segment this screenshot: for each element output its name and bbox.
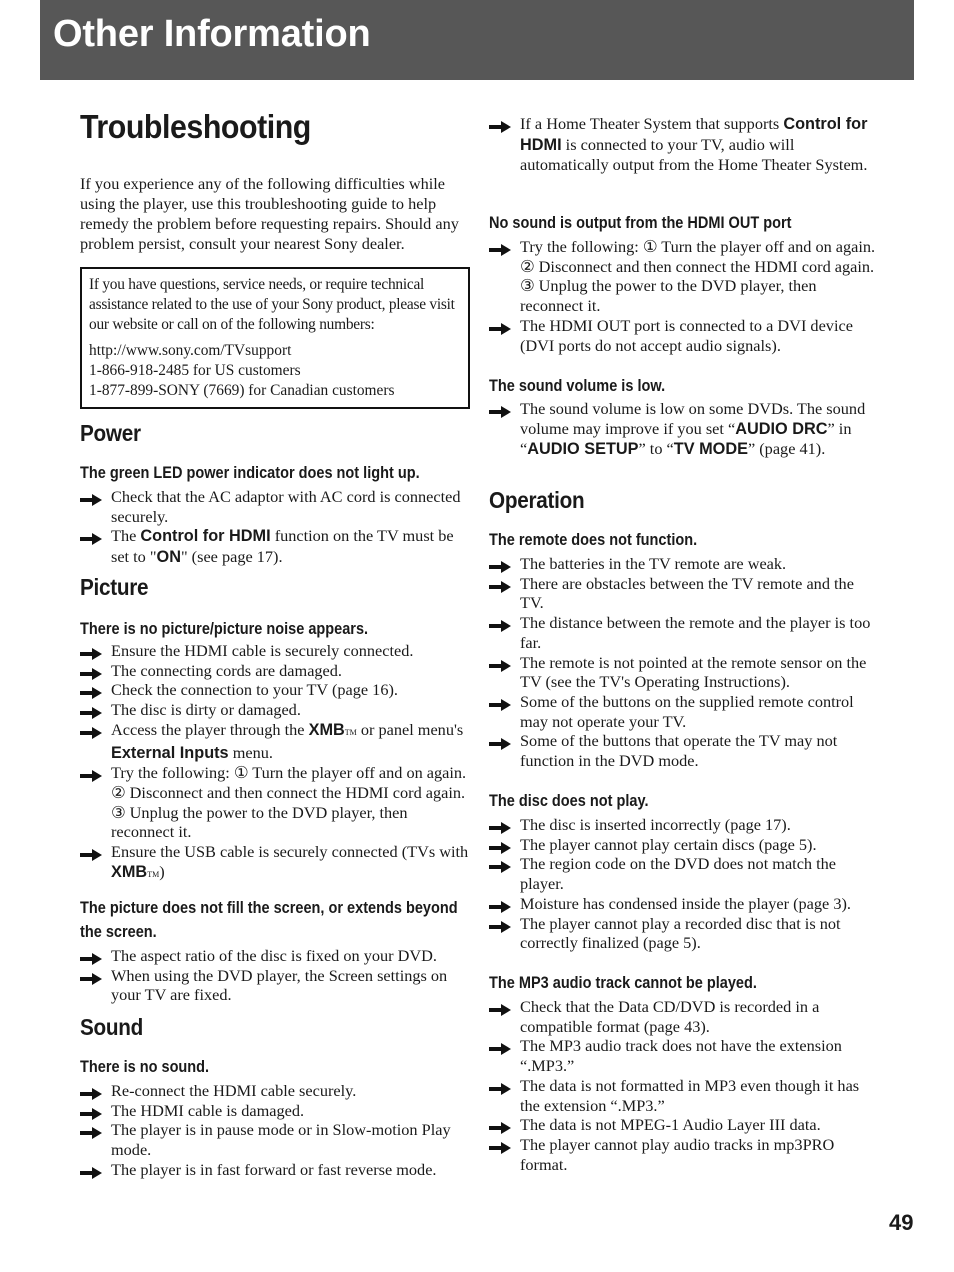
- solution-list: [489, 997, 879, 1174]
- arrow-icon: [489, 918, 511, 930]
- solution-text: The HDMI OUT port is connected to a DVI device (DVI ports do not accept audio signals).: [520, 315, 853, 355]
- solution-list: [80, 946, 472, 1005]
- solution-text: Moisture has condensed inside the player (page 3).: [520, 893, 851, 913]
- solution-text: The data is not MPEG-1 Audio Layer III data.: [520, 1115, 821, 1135]
- section-heading-picture: Picture: [80, 574, 149, 600]
- support-url[interactable]: http://www.sony.com/TVsupport: [89, 342, 292, 359]
- problem-heading: The disc does not play.: [489, 792, 649, 810]
- support-contacts: [89, 341, 461, 401]
- arrow-icon: [489, 1001, 511, 1013]
- arrow-icon: [489, 1139, 511, 1151]
- solution-item: [489, 1135, 879, 1174]
- problem-heading: The green LED power indicator does not light up.: [80, 464, 420, 482]
- problem-heading: There is no sound.: [80, 1058, 210, 1076]
- solution-item: [489, 653, 879, 692]
- solution-item: [489, 574, 879, 613]
- arrow-icon: [489, 735, 511, 747]
- solution-text: The HDMI cable is damaged.: [111, 1100, 305, 1120]
- arrow-icon: [489, 858, 511, 870]
- solution-list: [489, 554, 879, 771]
- solution-text: The player is in fast forward or fast reverse mode.: [111, 1159, 437, 1179]
- solution-item: [489, 613, 879, 652]
- solution-text: The disc is dirty or damaged.: [111, 700, 301, 720]
- solution-text: The MP3 audio track does not have the extension “.MP3.”: [520, 1036, 842, 1076]
- solution-item: [80, 641, 472, 661]
- solution-item: [80, 1081, 472, 1101]
- solution-list: [80, 487, 472, 568]
- arrow-icon: [80, 491, 102, 503]
- solution-item: Access the player through the XMBTM or panel menu's External Inputs menu.: [80, 720, 472, 763]
- solution-item: [80, 661, 472, 681]
- solution-text: Ensure the HDMI cable is securely connected.: [111, 641, 414, 660]
- solution-item: [489, 1036, 879, 1075]
- solution-item: [80, 1160, 472, 1180]
- arrow-icon: [489, 617, 511, 629]
- arrow-icon: [80, 970, 102, 982]
- arrow-icon: [80, 846, 102, 858]
- problem-heading: The sound volume is low.: [489, 377, 666, 395]
- banner-title: Other Information: [53, 13, 371, 55]
- trademark-label: TM: [147, 869, 160, 879]
- solution-text: The distance between the remote and the player is too far.: [520, 613, 871, 652]
- ca-phone: 1-877-899-SONY (7669) for Canadian customers: [89, 382, 395, 399]
- solution-item: If a Home Theater System that supports Control for HDMI is connected to your TV, audio will automatically output from the Home Theater System.: [489, 114, 879, 175]
- page-title: Troubleshooting: [80, 108, 311, 145]
- external-inputs-label: External Inputs: [111, 743, 229, 762]
- support-info-box: [80, 267, 470, 409]
- solution-item: [80, 1101, 472, 1121]
- arrow-icon: [80, 1085, 102, 1097]
- solution-item: [489, 692, 879, 731]
- solution-item: [489, 554, 879, 574]
- section-heading-sound: Sound: [80, 1014, 144, 1040]
- solution-item: [489, 1115, 879, 1135]
- solution-text: Check that the Data CD/DVD is recorded in a compatible format (page 43).: [520, 997, 820, 1036]
- problem-heading: The picture does not fill the screen, or extends beyond the screen.: [80, 899, 458, 941]
- solution-list: [489, 114, 879, 175]
- solution-text: The data is not formatted in MP3 even though it has the extension “.MP3.”: [520, 1075, 860, 1115]
- problem-heading: The remote does not function.: [489, 531, 698, 549]
- arrow-icon: [80, 530, 102, 542]
- solution-item: [80, 487, 472, 526]
- us-phone: 1-866-918-2485 for US customers: [89, 362, 301, 379]
- solution-text: The remote is not pointed at the remote sensor on the TV (see the TV's Operating Instructions).: [520, 652, 867, 692]
- solution-item: [80, 966, 472, 1005]
- xmb-label: XMB: [111, 862, 148, 881]
- solution-item: [80, 700, 472, 720]
- solution-text: The batteries in the TV remote are weak.: [520, 554, 787, 573]
- solution-text: The region code on the DVD does not match the player.: [520, 854, 837, 894]
- arrow-icon: [489, 118, 511, 130]
- solution-item: [80, 680, 472, 700]
- arrow-icon: [80, 767, 102, 779]
- arrow-icon: [489, 1119, 511, 1131]
- solution-text: The player is in pause mode or in Slow-motion Play mode.: [111, 1120, 451, 1160]
- arrow-icon: [80, 1105, 102, 1117]
- audio-drc-label: AUDIO DRC: [735, 419, 828, 438]
- arrow-icon: [80, 950, 102, 962]
- on-label: ON: [156, 548, 181, 567]
- arrow-icon: [489, 241, 511, 253]
- solution-item: The Control for HDMI function on the TV must be set to "ON" (see page 17).: [80, 526, 472, 567]
- solution-item: [489, 894, 879, 914]
- solution-text: The player cannot play a recorded disc that is not correctly finalized (page 5).: [520, 913, 841, 953]
- solution-text: The player cannot play audio tracks in mp3PRO format.: [520, 1134, 835, 1174]
- solution-item: [489, 316, 879, 355]
- solution-text: The disc is inserted incorrectly (page 17).: [520, 815, 791, 834]
- solution-text: The connecting cords are damaged.: [111, 660, 342, 680]
- solution-list: [489, 237, 879, 355]
- solution-item: Ensure the USB cable is securely connected (TVs with XMBTM): [80, 842, 472, 884]
- problem-heading: There is no picture/picture noise appears.: [80, 620, 369, 638]
- arrow-icon: [489, 819, 511, 831]
- solution-list: [489, 399, 879, 460]
- arrow-icon: [489, 320, 511, 332]
- solution-text: Check that the AC adaptor with AC cord is connected securely.: [111, 487, 461, 526]
- solution-text: Try the following: ① Turn the player off and on again. ② Disconnect and then connect the HDMI cord again. ③ Unplug the power to the DVD player, then reconnect it.: [111, 763, 467, 842]
- solution-list: [489, 815, 879, 953]
- solution-list: [80, 1081, 472, 1180]
- arrow-icon: [489, 1040, 511, 1052]
- solution-text: The player cannot play certain discs (page 5).: [520, 834, 817, 854]
- arrow-icon: [489, 657, 511, 669]
- solution-list: [80, 641, 472, 884]
- solution-item: [489, 815, 879, 835]
- solution-text: When using the DVD player, the Screen settings on your TV are fixed.: [111, 965, 448, 1005]
- solution-text: Some of the buttons on the supplied remote control may not operate your TV.: [520, 691, 854, 731]
- arrow-icon: [80, 684, 102, 696]
- intro-paragraph: If you experience any of the following difficulties while using the player, use this troubleshooting guide to help remedy the problem before requesting repairs. Should any problem persist, consult your nearest Sony dealer.: [80, 174, 459, 253]
- arrow-icon: [489, 578, 511, 590]
- page-number: 49: [889, 1210, 914, 1235]
- solution-item: [489, 237, 879, 316]
- solution-item: [80, 946, 472, 966]
- trademark-label: TM: [344, 727, 357, 737]
- solution-item: The sound volume is low on some DVDs. The sound volume may improve if you set “AUDIO DRC” in “AUDIO SETUP” to “TV MODE” (page 41).: [489, 399, 879, 460]
- solution-text: Re-connect the HDMI cable securely.: [111, 1081, 357, 1100]
- solution-item: [489, 914, 879, 953]
- solution-text: Some of the buttons that operate the TV may not function in the DVD mode.: [520, 731, 838, 771]
- solution-item: [80, 1120, 472, 1159]
- section-banner: [40, 0, 914, 80]
- solution-text: There are obstacles between the TV remote and the TV.: [520, 573, 854, 613]
- arrow-icon: [489, 403, 511, 415]
- arrow-icon: [489, 696, 511, 708]
- problem-heading: The MP3 audio track cannot be played.: [489, 974, 757, 992]
- arrow-icon: [80, 665, 102, 677]
- arrow-icon: [489, 1080, 511, 1092]
- section-heading-power: Power: [80, 420, 141, 446]
- solution-text: Try the following: ① Turn the player off and on again. ② Disconnect and then connect the HDMI cord again. ③ Unplug the power to the DVD player, then reconnect it.: [520, 237, 876, 316]
- arrow-icon: [80, 704, 102, 716]
- solution-item: [489, 731, 879, 770]
- solution-item: [489, 835, 879, 855]
- solution-item: [489, 1076, 879, 1115]
- arrow-icon: [80, 1164, 102, 1176]
- arrow-icon: [489, 558, 511, 570]
- arrow-icon: [80, 1124, 102, 1136]
- solution-item: [489, 997, 879, 1036]
- problem-heading: No sound is output from the HDMI OUT port: [489, 214, 792, 232]
- xmb-label: XMB: [308, 720, 345, 739]
- arrow-icon: [80, 724, 102, 736]
- solution-item: [80, 763, 472, 842]
- solution-text: The aspect ratio of the disc is fixed on your DVD.: [111, 946, 437, 965]
- arrow-icon: [80, 645, 102, 657]
- tv-mode-label: TV MODE: [673, 440, 748, 459]
- solution-text: Check the connection to your TV (page 16).: [111, 680, 398, 700]
- solution-item: [489, 854, 879, 893]
- arrow-icon: [489, 898, 511, 910]
- support-text: If you have questions, service needs, or require technical assistance related to the use of your Sony product, please visit our website or call on of the following numbers:: [89, 276, 455, 333]
- control-for-hdmi-label: Control for HDMI: [520, 115, 868, 154]
- arrow-icon: [489, 839, 511, 851]
- section-heading-operation: Operation: [489, 487, 585, 513]
- audio-setup-label: AUDIO SETUP: [527, 440, 639, 459]
- control-for-hdmi-label: Control for HDMI: [140, 527, 271, 546]
